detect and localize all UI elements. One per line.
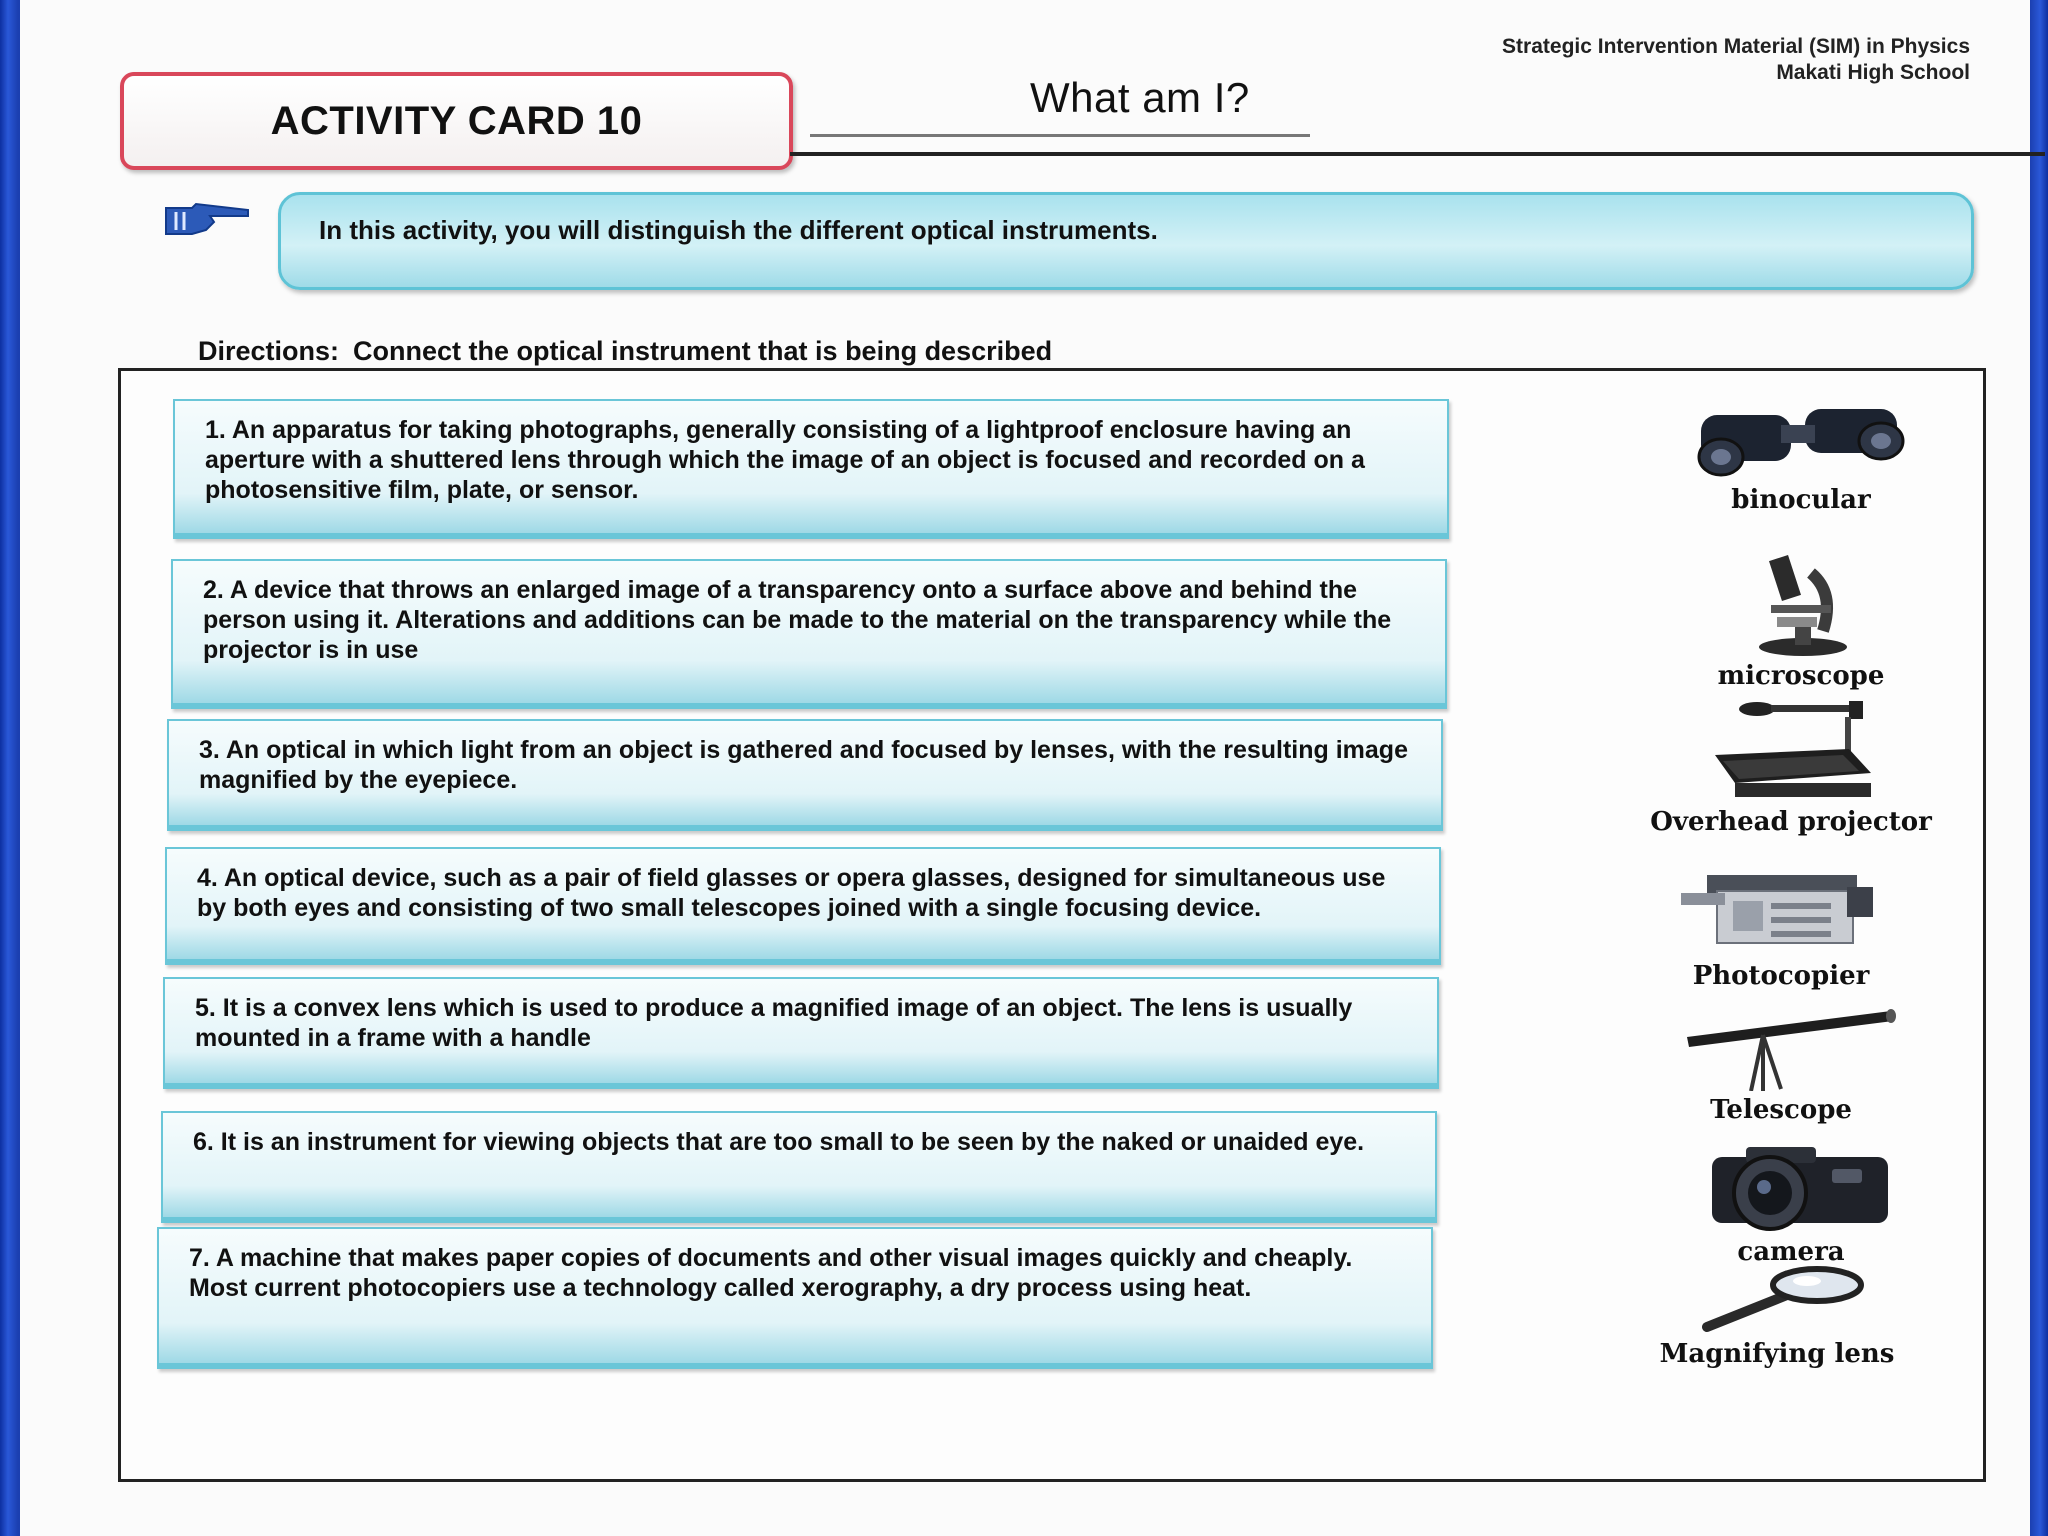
- instrument-label: Overhead projector: [1650, 807, 1932, 837]
- microscope-icon: [1731, 553, 1871, 657]
- instrument-photocopier: [1601, 867, 1961, 991]
- magnifying-lens-icon: [1667, 1265, 1887, 1335]
- camera-icon: [1666, 1143, 1916, 1233]
- description-item-6: 6. It is an instrument for viewing objects that are too small to be seen by the naked or unaided eye.: [161, 1111, 1437, 1223]
- instrument-telescope: [1601, 1007, 1961, 1125]
- instrument-overhead-projector: [1611, 699, 1971, 837]
- directions-text: Connect the optical instrument that is being described: [353, 336, 1053, 366]
- instrument-microscope: [1621, 553, 1981, 691]
- instrument-label: binocular: [1731, 485, 1871, 515]
- description-item-1: 1. An apparatus for taking photographs, generally consisting of a lightproof enclosure having an aperture with a shuttered lens through which the image of an object is focused and recorded on a photosensitive film, plate, or sensor.: [173, 399, 1449, 539]
- description-item-5: 5. It is a convex lens which is used to produce a magnified image of an object. The lens is usually mounted in a frame with a handle: [163, 977, 1439, 1089]
- instrument-label: camera: [1737, 1237, 1845, 1267]
- instrument-label: Photocopier: [1692, 961, 1870, 991]
- instrument-label: Magnifying lens: [1659, 1339, 1895, 1369]
- matching-panel: [118, 368, 1986, 1482]
- title-divider-thin: [810, 134, 1310, 137]
- telescope-icon: [1651, 1007, 1911, 1091]
- instrument-magnifying-lens: [1597, 1265, 1957, 1369]
- description-item-3: 3. An optical in which light from an object is gathered and focused by lenses, with the resulting image magnified by the eyepiece.: [167, 719, 1443, 831]
- description-item-4: 4. An optical device, such as a pair of field glasses or opera glasses, designed for simultaneous use by both eyes and consisting of two small telescopes joined with a single focusing device.: [165, 847, 1441, 965]
- school-name: Makati High School: [1776, 61, 1970, 84]
- sim-header: [1502, 34, 1970, 86]
- sim-title: Strategic Intervention Material (SIM) in Physics: [1502, 35, 1970, 58]
- pointing-hand-icon: [162, 200, 254, 240]
- title-divider: [790, 152, 2045, 156]
- activity-sheet: [20, 0, 2030, 1536]
- instrument-camera: [1611, 1143, 1971, 1267]
- description-item-2: 2. A device that throws an enlarged image of a transparency onto a surface above and behind the person using it. Alterations and additions can be made to the material on the transparency while the projector is in use: [171, 559, 1447, 709]
- activity-subtitle: What am I?: [1030, 74, 1250, 121]
- objective-banner: [278, 192, 1974, 290]
- photocopier-icon: [1651, 867, 1911, 957]
- instrument-binocular: [1621, 401, 1981, 515]
- description-item-7: 7. A machine that makes paper copies of documents and other visual images quickly and cheaply. Most current photocopiers use a technology called xerography, a dry process using heat.: [157, 1227, 1433, 1369]
- overhead-projector-icon: [1671, 699, 1911, 803]
- instrument-label: microscope: [1717, 661, 1885, 691]
- directions: [198, 336, 1052, 367]
- instrument-label: Telescope: [1710, 1095, 1852, 1125]
- activity-card-title: ACTIVITY CARD 10: [120, 72, 793, 170]
- binocular-icon: [1681, 401, 1921, 481]
- objective-text: In this activity, you will distinguish the different optical instruments.: [319, 215, 1158, 245]
- directions-label: Directions:: [198, 336, 340, 366]
